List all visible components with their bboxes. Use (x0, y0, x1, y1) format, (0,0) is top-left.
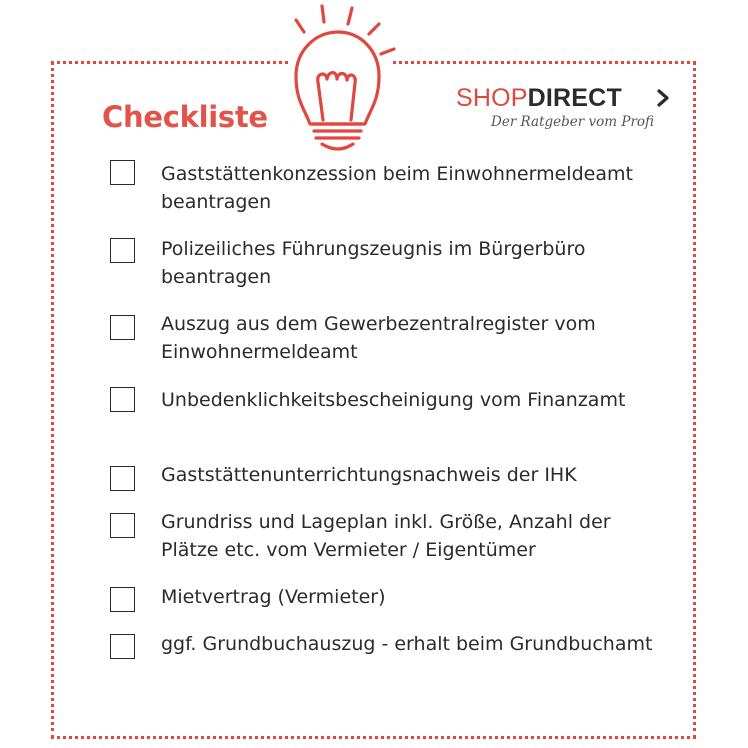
checkbox[interactable] (110, 513, 135, 538)
lightbulb-icon (283, 4, 398, 154)
chevron-right-icon (655, 88, 671, 108)
logo-direct-text: DIRECT (527, 84, 622, 112)
checklist-item-label: Polizeiliches Führungszeugnis im Bürgerbüro beantragen (161, 238, 586, 288)
checkbox[interactable] (110, 634, 135, 659)
checkbox[interactable] (110, 587, 135, 612)
checkbox[interactable] (110, 466, 135, 491)
checklist-item-label: Gaststättenunterrichtungsnachweis der IHK (161, 464, 577, 486)
checklist-item-label: Auszug aus dem Gewerbezentralregister vom Einwohnermeldeamt (161, 313, 596, 363)
checkbox[interactable] (110, 315, 135, 340)
checklist-item-label: Gaststättenkonzession beim Einwohnermeldeamt beantragen (161, 163, 633, 213)
checklist-item-label: Mietvertrag (Vermieter) (161, 586, 386, 608)
logo-shop-text: SHOP (456, 84, 528, 112)
logo-wordmark (456, 84, 622, 112)
checkbox[interactable] (110, 387, 135, 412)
checklist-item-label: Unbedenklichkeitsbescheinigung vom Finanzamt (161, 389, 626, 411)
checklist-title: Checkliste (102, 100, 268, 134)
checklist-item-label: Grundriss und Lageplan inkl. Größe, Anzahl der Plätze etc. vom Vermieter / Eigentümer (161, 511, 611, 561)
logo-tagline: Der Ratgeber vom Profi (491, 114, 655, 130)
shopdirect-logo[interactable] (456, 84, 676, 134)
checkbox[interactable] (110, 160, 135, 185)
checkbox[interactable] (110, 238, 135, 263)
checklist-item-label: ggf. Grundbuchauszug - erhalt beim Grundbuchamt (161, 633, 653, 655)
